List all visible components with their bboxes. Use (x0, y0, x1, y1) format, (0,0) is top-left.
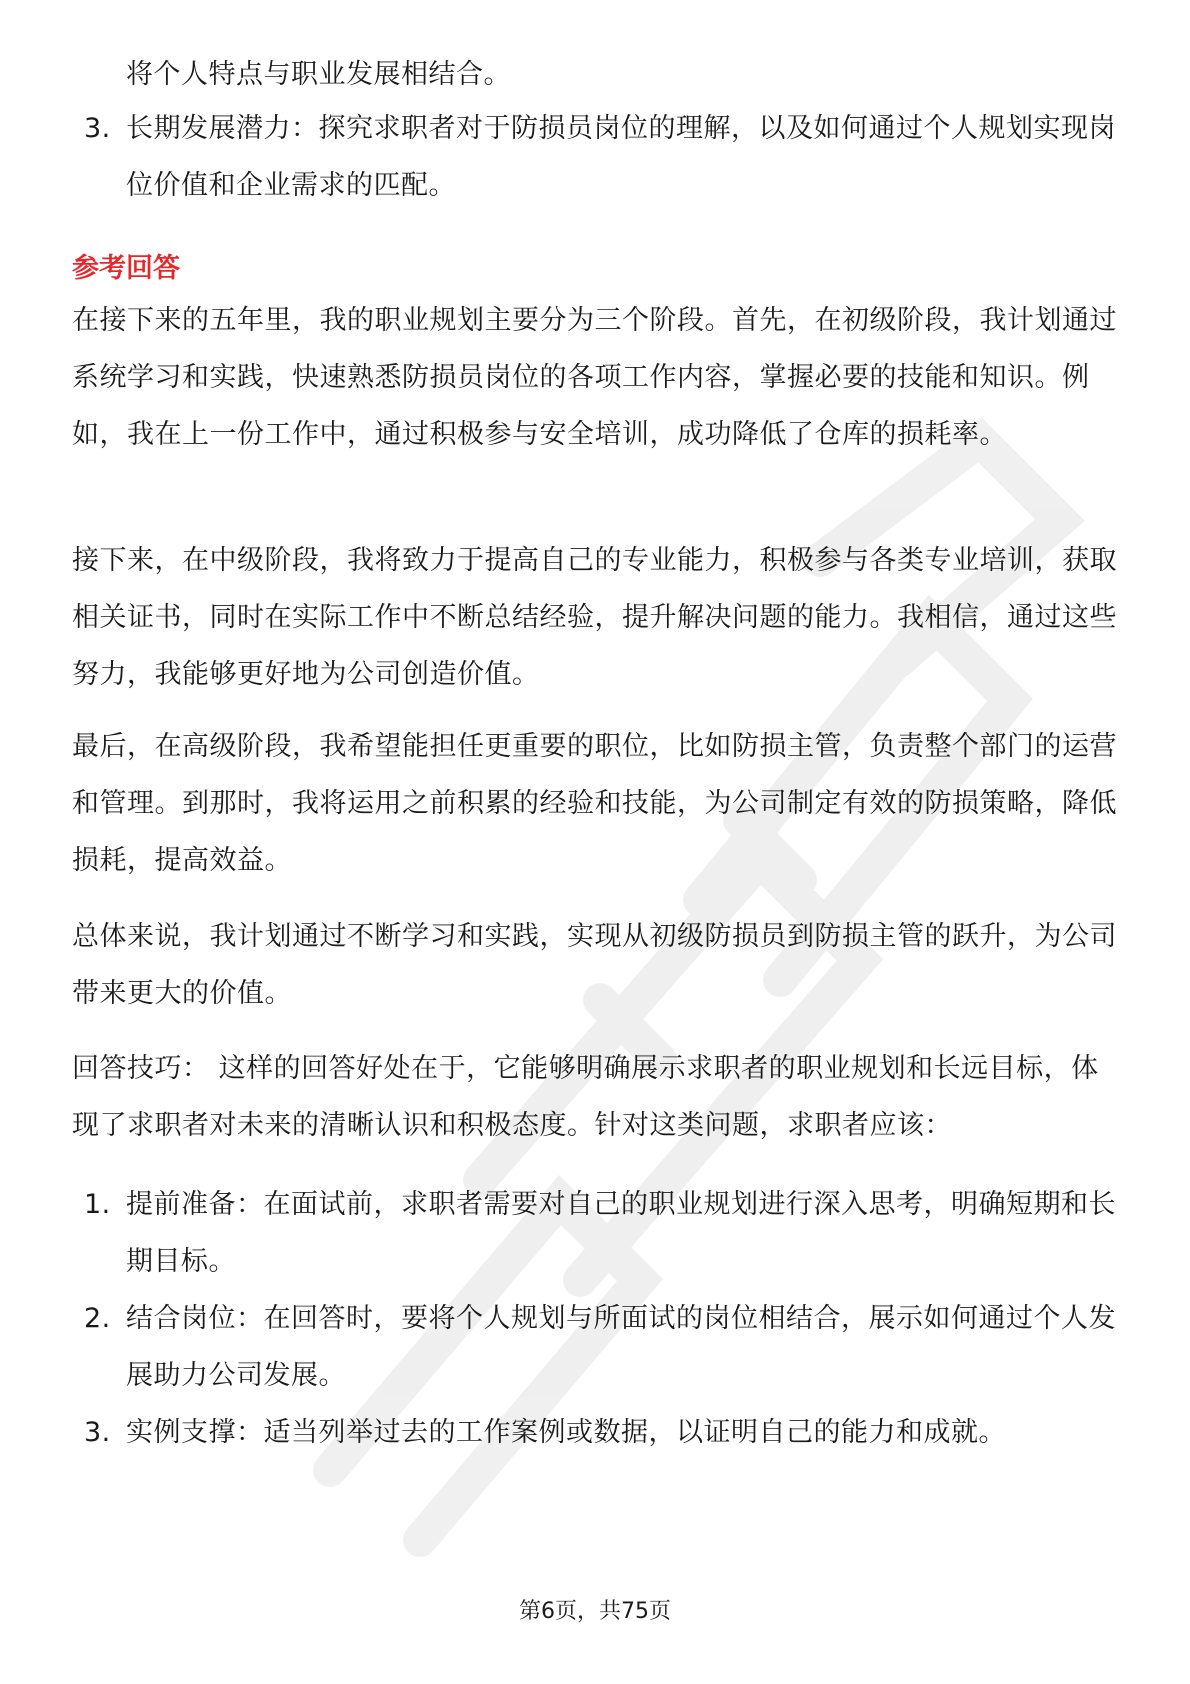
tips-list (0, 1176, 1190, 1461)
answer-tips-intro: 回答技巧： 这样的回答好处在于，它能够明确展示求职者的职业规划和长远目标，体现了求职者对未来的清晰认识和积极态度。针对这类问题，求职者应该： (72, 1053, 1099, 1141)
list-item-text: 提前准备：在面试前，求职者需要对自己的职业规划进行深入思考，明确短期和长期目标。 (126, 1189, 1116, 1277)
list-number: 1. (84, 1189, 111, 1220)
section-title: 参考回答 (72, 253, 180, 284)
list-number: 3. (84, 1417, 111, 1448)
list-item (0, 1290, 1116, 1404)
list-item-text: 长期发展潜力：探究求职者对于防损员岗位的理解，以及如何通过个人规划实现岗位价值和企业需求的匹配。 (126, 113, 1116, 201)
list-item-text: 结合岗位：在回答时，要将个人规划与所面试的岗位相结合，展示如何通过个人发展助力公司发展。 (126, 1303, 1116, 1391)
page-number: 第6页，共75页 (519, 1599, 671, 1624)
answer-paragraph-2: 接下来，在中级阶段，我将致力于提高自己的专业能力，积极参与各类专业培训，获取相关证书，同时在实际工作中不断总结经验，提升解决问题的能力。我相信，通过这些努力，我能够更好地为公司创造价值。 (72, 545, 1117, 690)
list-number: 3. (84, 113, 111, 144)
answer-paragraph-1: 在接下来的五年里，我的职业规划主要分为三个阶段。首先，在初级阶段，我计划通过系统学习和实践，快速熟悉防损员岗位的各项工作内容，掌握必要的技能和知识。例如，我在上一份工作中，通过积极参与安全培训，成功降低了仓库的损耗率。 (72, 305, 1117, 450)
answer-paragraph-4: 总体来说，我计划通过不断学习和实践，实现从初级防损员到防损主管的跃升，为公司带来更大的价值。 (72, 921, 1117, 1009)
list-item (0, 100, 1116, 214)
list-item (0, 1404, 1116, 1461)
answer-paragraph-3: 最后，在高级阶段，我希望能担任更重要的职位，比如防损主管，负责整个部门的运营和管理。到那时，我将运用之前积累的经验和技能，为公司制定有效的防损策略，降低损耗，提高效益。 (72, 731, 1117, 876)
list-item-continuation: 将个人特点与职业发展相结合。 (126, 59, 511, 90)
requirements-list (0, 100, 1190, 214)
list-number: 2. (84, 1303, 111, 1334)
list-item-text: 实例支撑：适当列举过去的工作案例或数据，以证明自己的能力和成就。 (126, 1417, 1006, 1448)
list-item (0, 1176, 1116, 1290)
